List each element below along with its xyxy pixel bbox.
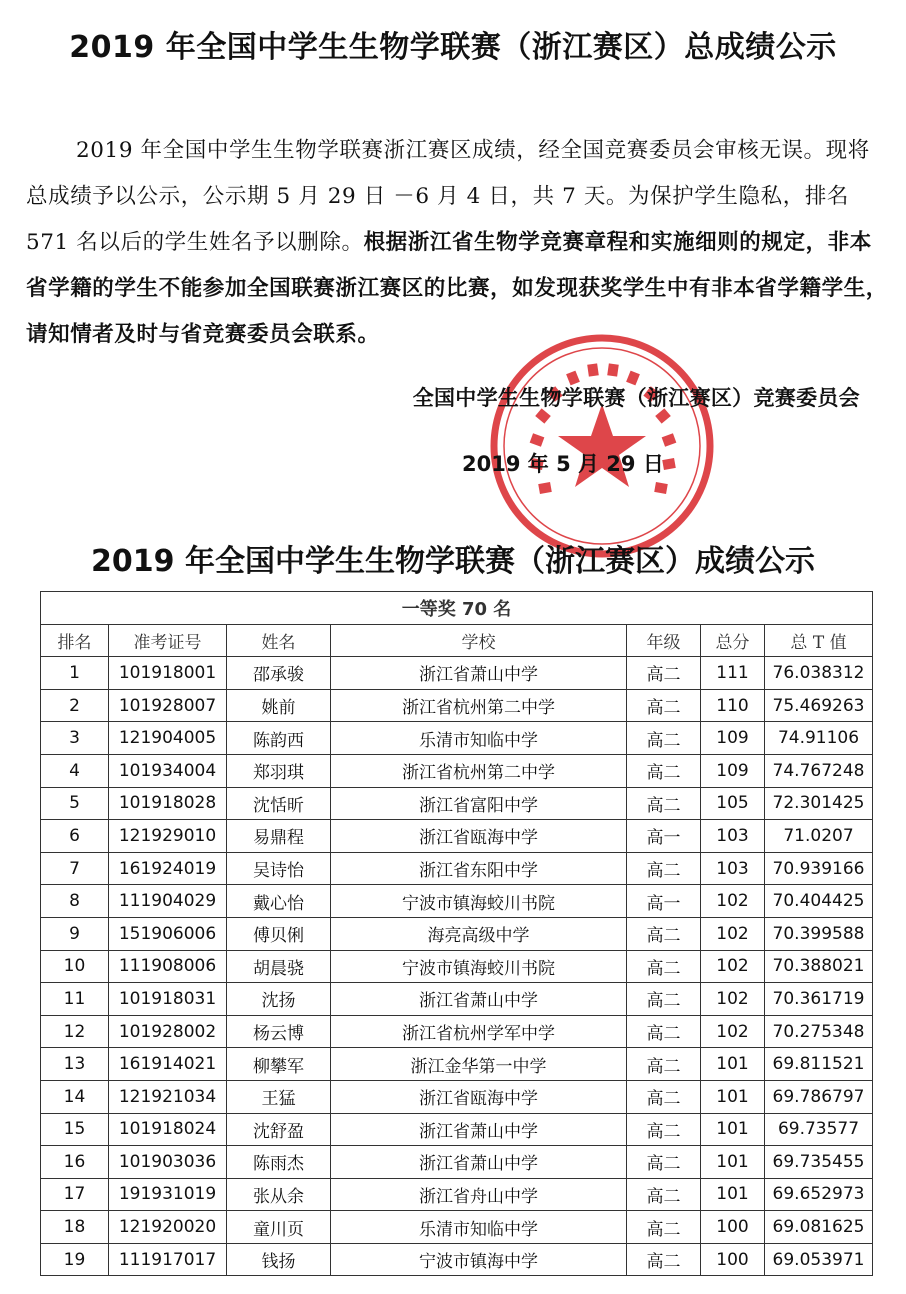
cell-grade: 高一 (627, 885, 701, 918)
notice-date: 2019 年 5 月 29 日 (462, 452, 664, 476)
document-title: 2019 年全国中学生生物学联赛（浙江赛区）总成绩公示 (69, 30, 837, 65)
cell-rank: 19 (41, 1243, 109, 1276)
col-header-exam-id: 准考证号 (109, 624, 227, 657)
table-row (41, 722, 873, 755)
table-row (41, 852, 873, 885)
cell-total-t-value: 69.053971 (765, 1243, 873, 1276)
cell-total-t-value: 69.786797 (765, 1080, 873, 1113)
results-table (40, 591, 873, 1276)
results-table-body (41, 657, 873, 1276)
cell-name: 郑羽琪 (227, 754, 331, 787)
cell-exam-id: 191931019 (109, 1178, 227, 1211)
cell-name: 童川页 (227, 1211, 331, 1244)
cell-school: 浙江省杭州第二中学 (331, 689, 627, 722)
cell-name: 钱扬 (227, 1243, 331, 1276)
cell-grade: 高二 (627, 1015, 701, 1048)
cell-exam-id: 111917017 (109, 1243, 227, 1276)
cell-total-score: 100 (701, 1211, 765, 1244)
notice-text: 2019 年全国中学生生物学联赛浙江赛区成绩，经全国竞赛委员会审核无误。现将总成绩予以公示，公示期 5 月 29 日 －6 月 4 日，共 7 天。为保护学生隐私，排名 571 名以后的学生姓名予以删除。 (26, 138, 870, 255)
header-row (41, 624, 873, 657)
table-row (41, 917, 873, 950)
cell-exam-id: 101918028 (109, 787, 227, 820)
cell-total-t-value: 69.652973 (765, 1178, 873, 1211)
cell-name: 杨云博 (227, 1015, 331, 1048)
cell-exam-id: 111908006 (109, 950, 227, 983)
cell-total-t-value: 70.939166 (765, 852, 873, 885)
cell-name: 陈雨杰 (227, 1146, 331, 1179)
cell-exam-id: 101928007 (109, 689, 227, 722)
cell-total-score: 111 (701, 657, 765, 690)
cell-total-score: 103 (701, 820, 765, 853)
cell-exam-id: 121920020 (109, 1211, 227, 1244)
cell-grade: 高二 (627, 657, 701, 690)
cell-name: 胡晨骁 (227, 950, 331, 983)
cell-total-score: 101 (701, 1178, 765, 1211)
cell-rank: 8 (41, 885, 109, 918)
cell-school: 浙江省萧山中学 (331, 657, 627, 690)
cell-total-t-value: 69.735455 (765, 1146, 873, 1179)
table-row (41, 754, 873, 787)
cell-school: 浙江省萧山中学 (331, 1146, 627, 1179)
cell-total-score: 102 (701, 1015, 765, 1048)
cell-grade: 高二 (627, 852, 701, 885)
cell-total-score: 102 (701, 917, 765, 950)
cell-name: 姚前 (227, 689, 331, 722)
col-header-grade: 年级 (627, 624, 701, 657)
cell-total-score: 100 (701, 1243, 765, 1276)
cell-rank: 18 (41, 1211, 109, 1244)
cell-name: 张从余 (227, 1178, 331, 1211)
cell-grade: 高二 (627, 950, 701, 983)
cell-name: 邵承骏 (227, 657, 331, 690)
results-table-title: 2019 年全国中学生生物学联赛（浙江赛区）成绩公示 (91, 544, 815, 579)
cell-name: 柳攀军 (227, 1048, 331, 1081)
cell-total-score: 105 (701, 787, 765, 820)
col-header-name: 姓名 (227, 624, 331, 657)
cell-rank: 17 (41, 1178, 109, 1211)
table-row (41, 950, 873, 983)
notice-bold-text: 根据浙江省生物学竞赛章程和实施细则的规定，非本省学籍的学生不能参加全国联赛浙江赛区的比赛，如发现获奖学生中有非本省学籍学生，请知情者及时与省竞赛委员会联系。 (26, 230, 888, 347)
cell-name: 沈恬昕 (227, 787, 331, 820)
cell-rank: 10 (41, 950, 109, 983)
cell-exam-id: 111904029 (109, 885, 227, 918)
cell-school: 宁波市镇海蛟川书院 (331, 950, 627, 983)
cell-name: 傅贝俐 (227, 917, 331, 950)
cell-rank: 7 (41, 852, 109, 885)
cell-exam-id: 101918024 (109, 1113, 227, 1146)
cell-grade: 高二 (627, 787, 701, 820)
award-level-row (41, 592, 873, 625)
table-row (41, 1178, 873, 1211)
cell-exam-id: 101903036 (109, 1146, 227, 1179)
table-row (41, 1048, 873, 1081)
cell-name: 吴诗怡 (227, 852, 331, 885)
cell-grade: 高二 (627, 689, 701, 722)
table-row (41, 1211, 873, 1244)
cell-grade: 高二 (627, 983, 701, 1016)
table-row (41, 657, 873, 690)
cell-total-t-value: 75.469263 (765, 689, 873, 722)
cell-school: 乐清市知临中学 (331, 722, 627, 755)
cell-name: 王猛 (227, 1080, 331, 1113)
cell-rank: 3 (41, 722, 109, 755)
table-row (41, 787, 873, 820)
cell-school: 浙江金华第一中学 (331, 1048, 627, 1081)
cell-grade: 高二 (627, 1211, 701, 1244)
cell-exam-id: 101918031 (109, 983, 227, 1016)
cell-name: 易鼎程 (227, 820, 331, 853)
cell-total-score: 103 (701, 852, 765, 885)
cell-total-score: 109 (701, 722, 765, 755)
cell-school: 宁波市镇海中学 (331, 1243, 627, 1276)
award-level-label: 一等奖 70 名 (41, 592, 873, 625)
table-row (41, 820, 873, 853)
cell-total-score: 110 (701, 689, 765, 722)
table-row (41, 1015, 873, 1048)
col-header-total-score: 总分 (701, 624, 765, 657)
cell-grade: 高一 (627, 820, 701, 853)
table-row (41, 1146, 873, 1179)
cell-exam-id: 121929010 (109, 820, 227, 853)
cell-total-score: 101 (701, 1080, 765, 1113)
notice-body (26, 128, 888, 358)
cell-school: 海亮高级中学 (331, 917, 627, 950)
cell-grade: 高二 (627, 1048, 701, 1081)
cell-grade: 高二 (627, 917, 701, 950)
cell-rank: 6 (41, 820, 109, 853)
cell-exam-id: 161924019 (109, 852, 227, 885)
cell-grade: 高二 (627, 1080, 701, 1113)
cell-school: 浙江省萧山中学 (331, 983, 627, 1016)
cell-total-t-value: 74.767248 (765, 754, 873, 787)
cell-exam-id: 101928002 (109, 1015, 227, 1048)
cell-rank: 2 (41, 689, 109, 722)
cell-total-score: 101 (701, 1048, 765, 1081)
table-row (41, 689, 873, 722)
cell-total-score: 109 (701, 754, 765, 787)
col-header-total-t-value: 总 T 值 (765, 624, 873, 657)
cell-total-t-value: 76.038312 (765, 657, 873, 690)
cell-grade: 高二 (627, 722, 701, 755)
table-row (41, 1080, 873, 1113)
cell-total-t-value: 70.275348 (765, 1015, 873, 1048)
cell-name: 戴心怡 (227, 885, 331, 918)
cell-rank: 9 (41, 917, 109, 950)
cell-rank: 5 (41, 787, 109, 820)
cell-rank: 12 (41, 1015, 109, 1048)
cell-total-t-value: 74.91106 (765, 722, 873, 755)
cell-total-t-value: 69.081625 (765, 1211, 873, 1244)
cell-school: 浙江省杭州第二中学 (331, 754, 627, 787)
cell-grade: 高二 (627, 1243, 701, 1276)
cell-rank: 15 (41, 1113, 109, 1146)
official-seal-stamp (488, 332, 716, 560)
issuing-committee: 全国中学生生物学联赛（浙江赛区）竞赛委员会 (412, 386, 860, 410)
cell-total-t-value: 69.73577 (765, 1113, 873, 1146)
cell-rank: 11 (41, 983, 109, 1016)
cell-total-t-value: 70.399588 (765, 917, 873, 950)
cell-total-score: 101 (701, 1146, 765, 1179)
cell-grade: 高二 (627, 1178, 701, 1211)
table-row (41, 1243, 873, 1276)
cell-rank: 16 (41, 1146, 109, 1179)
cell-school: 浙江省东阳中学 (331, 852, 627, 885)
cell-rank: 14 (41, 1080, 109, 1113)
cell-exam-id: 101934004 (109, 754, 227, 787)
col-header-school: 学校 (331, 624, 627, 657)
cell-school: 浙江省瓯海中学 (331, 820, 627, 853)
table-row (41, 1113, 873, 1146)
cell-total-t-value: 70.404425 (765, 885, 873, 918)
cell-total-t-value: 71.0207 (765, 820, 873, 853)
table-row (41, 983, 873, 1016)
cell-exam-id: 151906006 (109, 917, 227, 950)
col-header-rank: 排名 (41, 624, 109, 657)
cell-total-score: 102 (701, 885, 765, 918)
cell-total-score: 102 (701, 950, 765, 983)
cell-school: 浙江省富阳中学 (331, 787, 627, 820)
cell-name: 沈扬 (227, 983, 331, 1016)
cell-total-t-value: 72.301425 (765, 787, 873, 820)
cell-total-t-value: 70.361719 (765, 983, 873, 1016)
cell-total-t-value: 69.811521 (765, 1048, 873, 1081)
table-row (41, 885, 873, 918)
cell-exam-id: 101918001 (109, 657, 227, 690)
cell-rank: 13 (41, 1048, 109, 1081)
cell-grade: 高二 (627, 754, 701, 787)
cell-school: 浙江省瓯海中学 (331, 1080, 627, 1113)
cell-exam-id: 121921034 (109, 1080, 227, 1113)
cell-name: 陈韵西 (227, 722, 331, 755)
cell-grade: 高二 (627, 1146, 701, 1179)
cell-exam-id: 121904005 (109, 722, 227, 755)
cell-total-score: 102 (701, 983, 765, 1016)
cell-name: 沈舒盈 (227, 1113, 331, 1146)
cell-school: 宁波市镇海蛟川书院 (331, 885, 627, 918)
cell-rank: 1 (41, 657, 109, 690)
cell-exam-id: 161914021 (109, 1048, 227, 1081)
cell-total-t-value: 70.388021 (765, 950, 873, 983)
cell-school: 浙江省舟山中学 (331, 1178, 627, 1211)
cell-school: 乐清市知临中学 (331, 1211, 627, 1244)
cell-rank: 4 (41, 754, 109, 787)
cell-total-score: 101 (701, 1113, 765, 1146)
cell-school: 浙江省杭州学军中学 (331, 1015, 627, 1048)
cell-school: 浙江省萧山中学 (331, 1113, 627, 1146)
cell-grade: 高二 (627, 1113, 701, 1146)
